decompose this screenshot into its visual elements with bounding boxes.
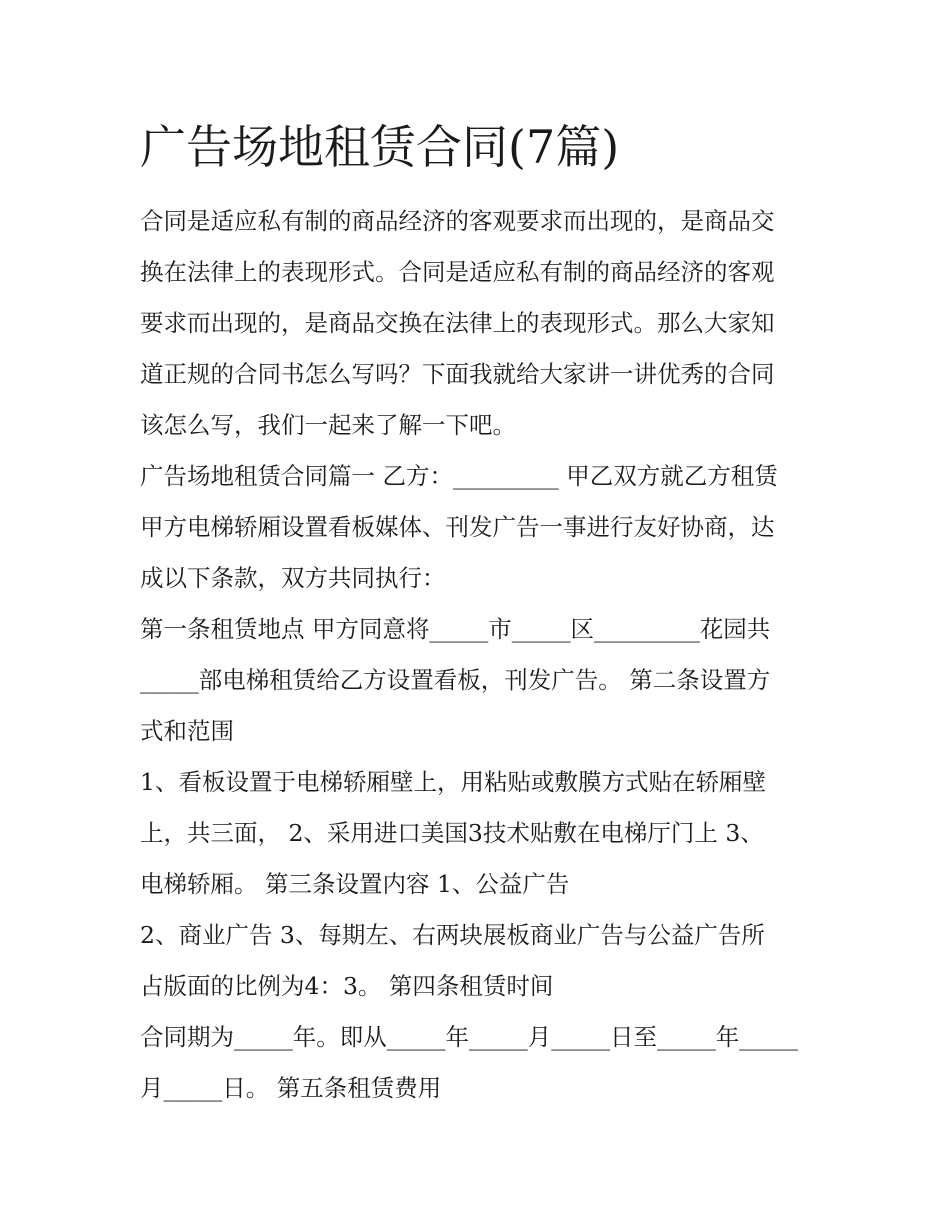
text-line: 换在法律上的表现形式。合同是适应私有制的商品经济的客观	[140, 258, 775, 286]
text-line: 1、看板设置于电梯轿厢壁上，用粘贴或敷膜方式贴在轿厢壁	[140, 768, 766, 796]
text-line: 要求而出现的，是商品交换在法律上的表现形式。那么大家知	[140, 309, 775, 337]
text-line: 广告场地租赁合同篇一 乙方：_________ 甲乙双方就乙方租赁	[140, 462, 778, 490]
text-line: 电梯轿厢。 第三条设置内容 1、公益广告	[140, 870, 570, 898]
text-line: 合同是适应私有制的商品经济的客观要求而出现的，是商品交	[140, 207, 775, 235]
document-title: 广告场地租赁合同(7篇)	[140, 120, 620, 174]
text-line: 合同期为_____年。即从_____年_____月_____日至_____年_____	[140, 1023, 798, 1051]
document-body	[140, 196, 820, 1114]
text-line: 式和范围	[140, 717, 234, 745]
text-line: 道正规的合同书怎么写吗？下面我就给大家讲一讲优秀的合同	[140, 360, 775, 388]
text-line: _____部电梯租赁给乙方设置看板，刊发广告。 第二条设置方	[140, 666, 771, 694]
text-line: 月_____日。 第五条租赁费用	[140, 1074, 442, 1102]
text-line: 成以下条款，双方共同执行：	[140, 564, 446, 592]
text-line: 上，共三面， 2、采用进口美国3技术贴敷在电梯厅门上 3、	[140, 819, 764, 847]
text-line: 该怎么写，我们一起来了解一下吧。	[140, 411, 516, 439]
text-line: 占版面的比例为4：3。 第四条租赁时间	[140, 972, 554, 1000]
text-line: 第一条租赁地点 甲方同意将_____市_____区_________花园共	[140, 615, 771, 643]
text-line: 甲方电梯轿厢设置看板媒体、刊发广告一事进行友好协商，达	[140, 513, 775, 541]
text-line: 2、商业广告 3、每期左、右两块展板商业广告与公益广告所	[140, 921, 765, 949]
